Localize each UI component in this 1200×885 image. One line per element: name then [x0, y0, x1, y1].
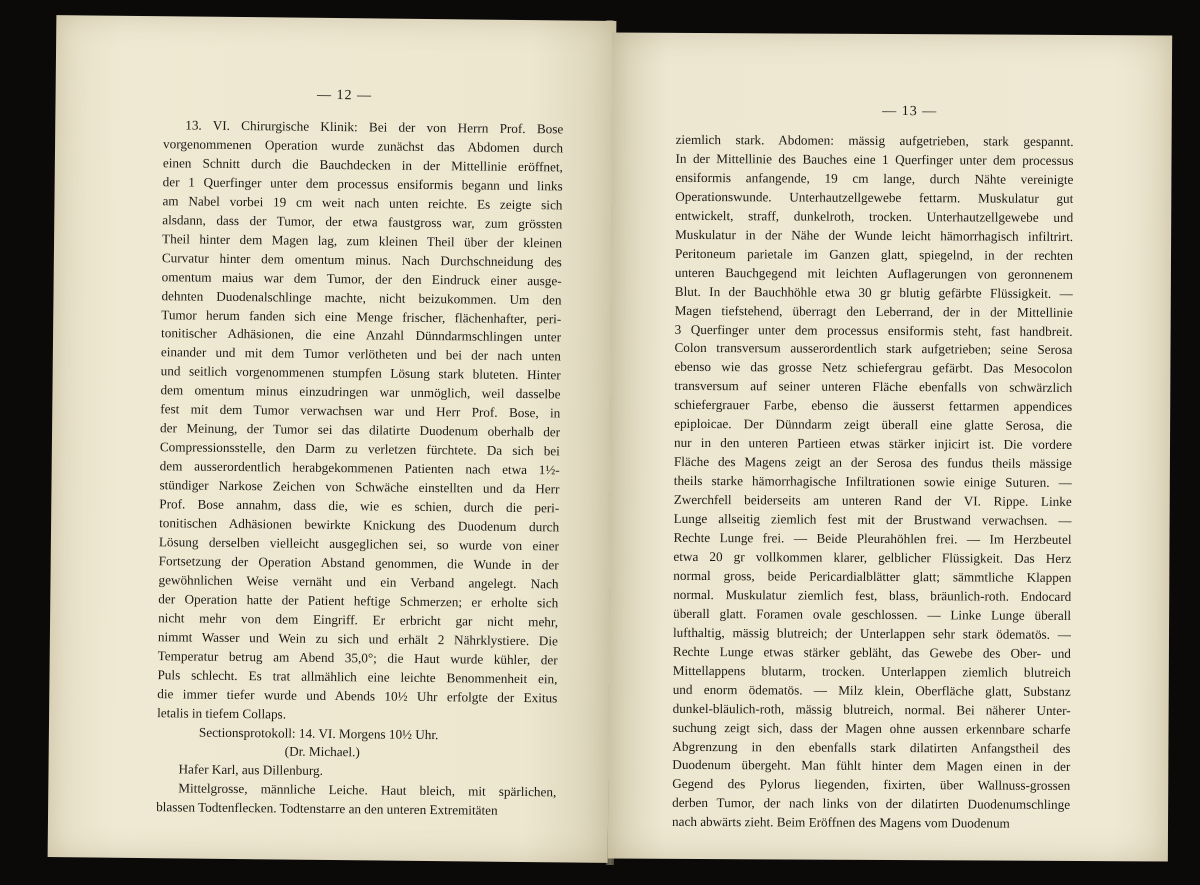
- text-line: Rechte Lunge etwas stärker gebläht, das Gewebe des Ober- und: [672, 643, 1071, 661]
- text-line: transversum auf seiner unteren Fläche ebenfalls von schwärzlich: [674, 378, 1073, 396]
- text-line: der 1 Querfinger unter dem processus ensiformis begann und links: [162, 174, 563, 194]
- page-number-left: — 12 —: [317, 87, 373, 104]
- text-line: theils starke hämorrhagische Infiltrationen sowie einige Suturen. —: [673, 473, 1072, 491]
- text-line: tonitischen Adhäsionen bewirkte Knickung des Duodenum durch: [159, 515, 560, 535]
- text-line: nimmt Wasser und Wein zu sich und erhält 2 Nährklystiere. Die: [157, 628, 558, 649]
- page-number-right: — 13 —: [882, 103, 938, 120]
- text-line: Mittellappens blutarm, trocken. Unterlappen ziemlich blutreich: [672, 662, 1071, 680]
- text-line: Abgrenzung in den ebenfalls stark dilatirten Anfangstheil des: [672, 738, 1071, 756]
- text-line: ziemlich stark. Abdomen: mässig aufgetrieben, stark gespannt.: [675, 131, 1074, 149]
- text-line: etwa 20 gr vollkommen klarer, gelblicher Flüssigkeit. Das Herz: [673, 548, 1072, 566]
- text-line: derben Tumor, der nach links von der dilatirten Duodenumschlinge: [672, 795, 1071, 813]
- text-line: Lösung derselben vielleicht ausgeglichen sei, so wurde von einer: [158, 534, 559, 554]
- text-line: dehnten Duodenalschlinge machte, nicht beizukommen. Um den: [161, 287, 562, 307]
- text-line: Colon transversum ausserordentlich stark aufgetrieben; seine Serosa: [674, 340, 1073, 358]
- text-line: und enorm ödematös. — Milz klein, Oberfläche glatt, Substanz: [672, 681, 1071, 699]
- text-line: Puls schlecht. Es trat allmählich eine leichte Benommenheit ein,: [157, 666, 558, 687]
- text-line: Tumor herum fanden sich eine Menge frischer, flächenhafter, peri-: [161, 306, 562, 326]
- text-line: Mittelgrosse, männliche Leiche. Haut bleich, mit spärlichen,: [178, 780, 557, 800]
- text-line: stündiger Narkose Zeichen von Schwäche einstellten und da Herr: [159, 477, 560, 497]
- text-line: entwickelt, straff, dunkelroth, trocken. Unterhautzellgewebe und: [675, 207, 1074, 225]
- text-line: dem ausserordentlich herabgekommenen Patienten nach etwa 1½-: [159, 458, 560, 478]
- text-line: einander und mit dem Tumor verlötheten und bei der nach unten: [160, 344, 561, 364]
- text-line: der Meinung, der Tumor sei das dilatirte Duodenum oberhalb der: [160, 420, 561, 440]
- text-line: Fortsetzung der Operation Abstand genommen, die Wunde in der: [158, 553, 559, 573]
- text-line: gewöhnlichen Weise vernäht und ein Verband angelegt. Nach: [158, 572, 559, 592]
- text-line: überall glatt. Foramen ovale geschlossen. — Linke Lunge überall: [673, 605, 1072, 623]
- left-page: [48, 15, 617, 863]
- text-line: Muskulatur in der Nähe der Wunde leicht hämorrhagisch infiltrirt.: [675, 226, 1074, 244]
- text-line: In der Mittellinie des Bauches eine 1 Querfinger unter dem processus: [675, 150, 1074, 168]
- text-line: epiploicae. Der Dünndarm zeigt überall eine glatte Serosa, die: [674, 416, 1073, 434]
- text-line: Zwerchfell beiderseits am unteren Rand der VI. Rippe. Linke: [673, 491, 1072, 510]
- text-line: alsdann, dass der Tumor, der etwa faustgross war, zum grössten: [162, 211, 563, 232]
- text-line: ebenso wie das grosse Netz schiefergrau gefärbt. Das Mesocolon: [674, 359, 1073, 377]
- text-line: Fläche des Magens zeigt an der Serosa des fundus theils mässige: [673, 454, 1072, 472]
- text-line: am Nabel vorbei 19 cm weit nach unten reichte. Es zeigte sich: [162, 193, 563, 213]
- text-line: Magen tiefstehend, überragt den Leberrand, der in der Mittellinie: [674, 302, 1073, 320]
- text-line: dunkel-bläulich-roth, mässig blutreich, normal. Bei näherer Unter-: [672, 700, 1071, 718]
- text-line: und seitlich vorgenommenen stumpfen Lösung stark bluteten. Hinter: [160, 363, 561, 383]
- text-line: fest mit dem Tumor verwachsen war und Herr Prof. Bose, in: [160, 401, 561, 421]
- text-line: schiefergrauer Farbe, ebenso die äusserst fettarmen appendices: [674, 397, 1073, 415]
- right-page-text: [672, 131, 1074, 834]
- text-line: ensiformis anfangende, 19 cm lange, durch Nähte vereinigte: [675, 169, 1074, 187]
- text-line: Compressionsstelle, den Darm zu verletzen fürchtete. Da sich bei: [159, 439, 560, 459]
- left-page-text: [156, 116, 563, 821]
- text-line: Gegend des Pylorus liegenden, fixirten, über Wallnuss-grossen: [672, 776, 1071, 794]
- text-line: Prof. Bose annahm, dass die, wie es schien, durch die peri-: [159, 496, 560, 516]
- text-line: Duodenum übergeht. Man fühlt hinter dem Magen einen in der: [672, 757, 1071, 775]
- text-line: normal. Muskulatur ziemlich fest, blass, bräunlich-roth. Endocard: [673, 586, 1072, 604]
- text-line: Theil hinter dem Magen lag, zum kleinen Theil über der kleinen: [162, 230, 563, 251]
- text-line: Curvatur hinter dem omentum minus. Nach Durchschneidung des: [161, 249, 562, 270]
- text-line: letalis in tiefem Collaps.: [157, 704, 287, 722]
- text-line: lufthaltig, mässig blutreich; der Unterlappen sehr stark ödematös. —: [672, 624, 1072, 642]
- text-line: nur in den unteren Partieen etwas stärker injicirt ist. Die vordere: [673, 435, 1073, 453]
- text-line: normal gross, beide Pericardialblätter glatt; sämmtliche Klappen: [673, 567, 1072, 585]
- text-line: omentum maius war dem Tumor, der den Eindruck einer ausge-: [161, 268, 562, 289]
- text-line: Lunge allseitig ziemlich fest mit der Brustwand verwachsen. —: [673, 510, 1072, 529]
- text-line: Blut. In der Bauchhöhle etwa 30 gr blutig gefärbte Flüssigkeit. —: [674, 283, 1073, 301]
- text-line: vorgenommenen Operation wurde zunächst das Abdomen durch: [163, 136, 564, 156]
- text-line: nach abwärts zieht. Beim Eröffnen des Magens vom Duodenum: [671, 814, 1010, 831]
- text-line: Sectionsprotokoll: 14. VI. Morgens 10½ Uhr.: [198, 724, 439, 742]
- text-line: Peritoneum parietale im Ganzen glatt, spiegelnd, in der rechten: [674, 245, 1074, 263]
- text-line: 13. VI. Chirurgische Klinik: Bei der von Herrn Prof. Bose: [185, 117, 564, 137]
- text-line: Operationswunde. Unterhautzellgewebe fettarm. Muskulatur gut: [675, 188, 1074, 206]
- text-line: Hafer Karl, aus Dillenburg.: [178, 761, 324, 779]
- text-line: tonitischer Adhäsionen, die eine Anzahl Dünndarmschlingen unter: [161, 325, 562, 345]
- text-line: die immer tiefer wurde und Abends 10½ Uhr erfolgte der Exitus: [157, 685, 558, 705]
- text-line: (Dr. Michael.): [284, 743, 360, 760]
- text-line: blassen Todtenflecken. Todtenstarre an den unteren Extremitäten: [156, 799, 498, 819]
- text-line: dem omentum minus einzudringen war unmöglich, weil dasselbe: [160, 382, 561, 402]
- text-line: einen Schnitt durch die Bauchdecken in der Mittellinie eröffnet,: [162, 155, 563, 175]
- text-line: Temperatur betrug am Abend 35,0°; die Haut wurde kühler, der: [157, 647, 558, 668]
- text-line: suchung zeigt sich, dass der Magen ohne aussen erkennbare scharfe: [672, 719, 1071, 737]
- text-line: nicht mehr von dem Eingriff. Er erbricht gar nicht mehr,: [158, 609, 559, 630]
- text-line: Rechte Lunge frei. — Beide Pleurahöhlen frei. — Im Herzbeutel: [673, 529, 1072, 547]
- text-line: unteren Bauchgegend mit leichten Auflagerungen von geronnenem: [674, 264, 1073, 282]
- text-line: der Operation hatte der Patient heftige Schmerzen; er erholte sich: [158, 591, 559, 611]
- right-page: [608, 33, 1172, 862]
- text-line: 3 Querfinger unter dem processus ensiformis steht, fast handbreit.: [674, 321, 1073, 339]
